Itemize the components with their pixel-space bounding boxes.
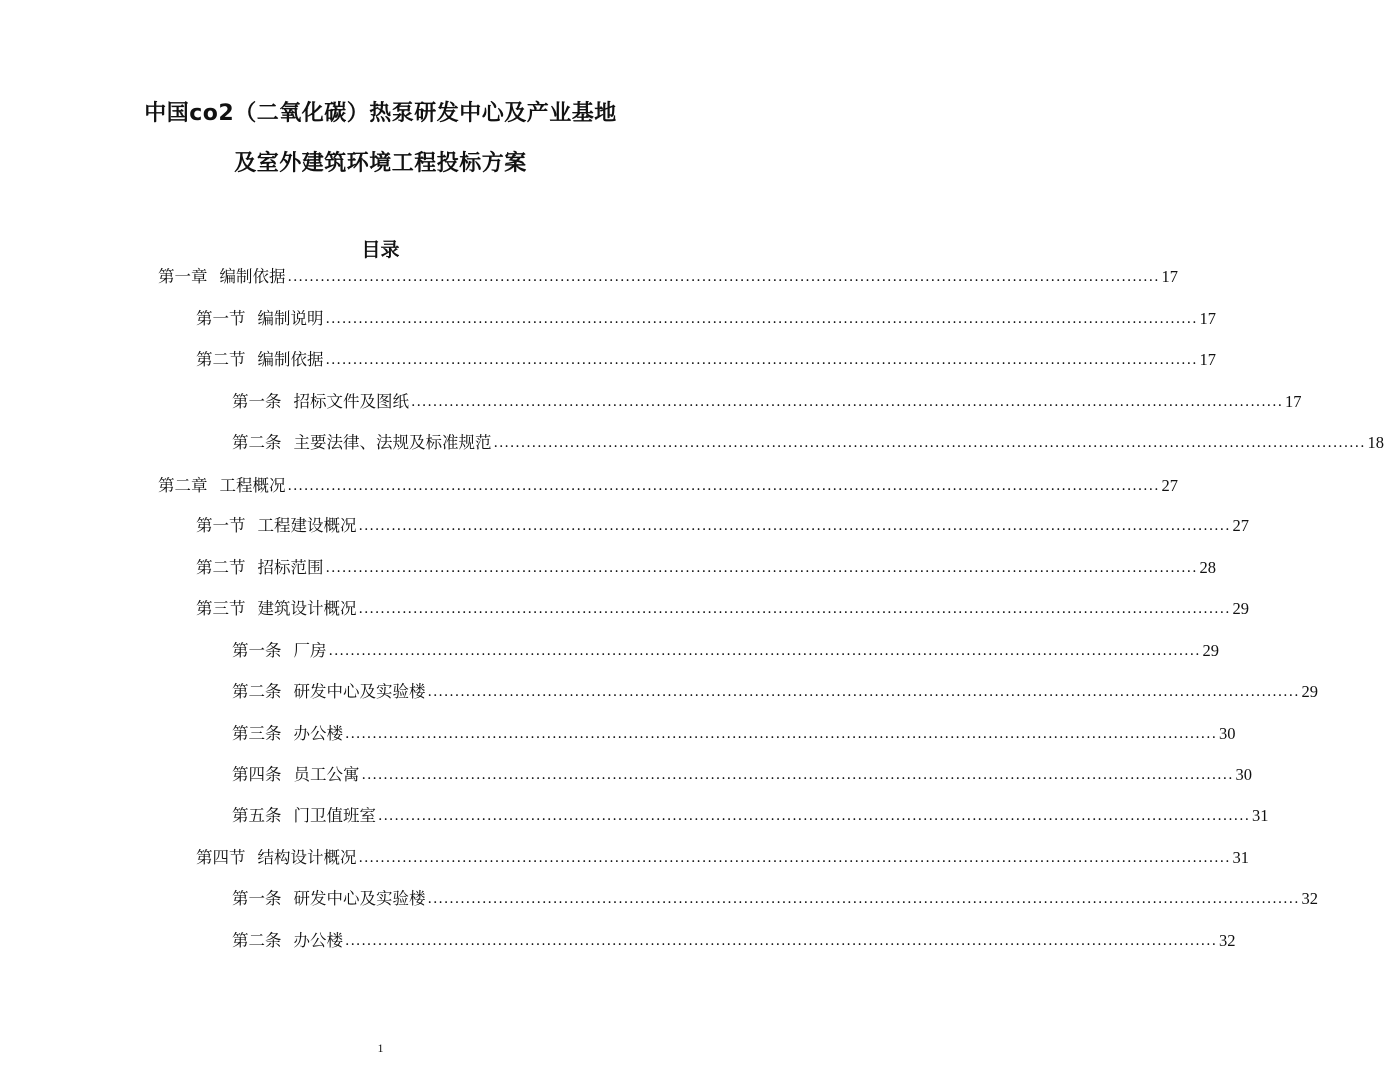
toc-entry-page: 17 — [1285, 392, 1302, 411]
toc-entry-title: 招标文件及图纸 — [293, 392, 409, 411]
toc-entry-number: 第一条 — [232, 641, 282, 660]
toc-leader-dots: ................................................................................................................................................................ — [493, 435, 1366, 451]
toc-entry-page: 29 — [1202, 641, 1220, 660]
toc-entry-page: 17 — [1199, 350, 1217, 369]
toc-leader-dots: ................................................................................................................................................................ — [411, 394, 1284, 410]
toc-entry-page: 29 — [1301, 682, 1319, 701]
toc-entry-title: 工程建设概况 — [257, 516, 357, 535]
toc-entry-page: 18 — [1367, 433, 1384, 452]
toc-leader-dots: ................................................................................................................................................................ — [361, 767, 1234, 783]
toc-entry[interactable] — [232, 639, 1220, 663]
toc-entry-number: 第二节 — [196, 350, 246, 369]
toc-leader-dots: ................................................................................................................................................................ — [328, 643, 1201, 659]
document-title-line-1: 中国co2（二氧化碳）热泵研发中心及产业基地 — [144, 101, 617, 126]
toc-entry-title: 主要法律、法规及标准规范 — [293, 433, 492, 452]
toc-entry-page: 30 — [1235, 765, 1253, 784]
toc-entry-title: 编制依据 — [257, 350, 324, 369]
toc-leader-dots: ................................................................................................................................................................ — [345, 933, 1218, 949]
toc-entry-page: 27 — [1232, 516, 1250, 535]
toc-entry[interactable] — [158, 265, 1179, 289]
toc-entry-number: 第三节 — [196, 599, 246, 618]
toc-entry-number: 第二条 — [232, 931, 282, 950]
toc-entry-title: 厂房 — [293, 641, 327, 660]
toc-entry-title: 研发中心及实验楼 — [293, 889, 426, 908]
toc-entry-title: 编制说明 — [257, 309, 324, 328]
toc-entry-title: 招标范围 — [257, 558, 324, 577]
toc-entry-number: 第二节 — [196, 558, 246, 577]
toc-entry-title: 结构设计概况 — [257, 848, 357, 867]
toc-leader-dots: ................................................................................................................................................................ — [345, 726, 1218, 742]
toc-entry[interactable] — [232, 390, 1302, 414]
toc-leader-dots: ................................................................................................................................................................ — [287, 478, 1160, 494]
toc-leader-dots: ................................................................................................................................................................ — [358, 601, 1231, 617]
toc-leader-dots: ................................................................................................................................................................ — [325, 311, 1198, 327]
toc-entry-number: 第一节 — [196, 309, 246, 328]
toc-leader-dots: ................................................................................................................................................................ — [358, 518, 1231, 534]
toc-entry[interactable] — [232, 722, 1236, 746]
page-number: 1 — [377, 1041, 384, 1055]
toc-entry-number: 第二条 — [232, 682, 282, 701]
toc-entry-title: 编制依据 — [219, 267, 286, 286]
toc-leader-dots: ................................................................................................................................................................ — [325, 352, 1198, 368]
toc-entry[interactable] — [196, 307, 1217, 331]
toc-leader-dots: ................................................................................................................................................................ — [378, 808, 1251, 824]
toc-entry-number: 第四节 — [196, 848, 246, 867]
toc-entry-page: 32 — [1301, 889, 1319, 908]
toc-entry-page: 32 — [1219, 931, 1236, 950]
toc-entry[interactable] — [196, 348, 1217, 372]
toc-entry-number: 第一章 — [158, 267, 208, 286]
toc-entry-number: 第二条 — [232, 433, 282, 452]
toc-entry[interactable] — [232, 680, 1319, 704]
toc-entry-number: 第四条 — [232, 765, 282, 784]
toc-entry-page: 17 — [1161, 267, 1179, 286]
toc-entry[interactable] — [196, 556, 1217, 580]
toc-leader-dots: ................................................................................................................................................................ — [287, 269, 1160, 285]
toc-entry-number: 第五条 — [232, 806, 282, 825]
toc-entry[interactable] — [232, 929, 1236, 953]
toc-entry-number: 第二章 — [158, 476, 208, 495]
toc-heading: 目录 — [361, 239, 400, 261]
toc-leader-dots: ................................................................................................................................................................ — [427, 684, 1300, 700]
toc-entry-page: 31 — [1232, 848, 1250, 867]
toc-entry-title: 研发中心及实验楼 — [293, 682, 426, 701]
toc-entry[interactable] — [232, 431, 1384, 455]
toc-leader-dots: ................................................................................................................................................................ — [358, 850, 1231, 866]
toc-entry[interactable] — [196, 514, 1250, 538]
toc-entry[interactable] — [158, 474, 1179, 498]
document-title-line-2: 及室外建筑环境工程投标方案 — [234, 151, 527, 176]
toc-entry[interactable] — [196, 597, 1250, 621]
toc-entry-number: 第一条 — [232, 392, 282, 411]
toc-entry[interactable] — [196, 846, 1250, 870]
toc-entry-title: 员工公寓 — [293, 765, 360, 784]
toc-entry[interactable] — [232, 804, 1269, 828]
toc-entry-title: 门卫值班室 — [293, 806, 376, 825]
toc-entry[interactable] — [232, 887, 1319, 911]
toc-entry-number: 第一条 — [232, 889, 282, 908]
toc-entry-title: 工程概况 — [219, 476, 286, 495]
toc-entry-title: 建筑设计概况 — [257, 599, 357, 618]
toc-leader-dots: ................................................................................................................................................................ — [427, 891, 1300, 907]
toc-entry-page: 28 — [1199, 558, 1217, 577]
toc-leader-dots: ................................................................................................................................................................ — [325, 560, 1198, 576]
toc-entry-page: 30 — [1219, 724, 1236, 743]
toc-entry[interactable] — [232, 763, 1253, 787]
toc-entry-number: 第一节 — [196, 516, 246, 535]
toc-entry-title: 办公楼 — [293, 724, 343, 743]
toc-entry-page: 29 — [1232, 599, 1250, 618]
toc-entry-number: 第三条 — [232, 724, 282, 743]
toc-entry-title: 办公楼 — [293, 931, 343, 950]
toc-entry-page: 27 — [1161, 476, 1179, 495]
toc-entry-page: 31 — [1252, 806, 1269, 825]
toc-entry-page: 17 — [1199, 309, 1217, 328]
